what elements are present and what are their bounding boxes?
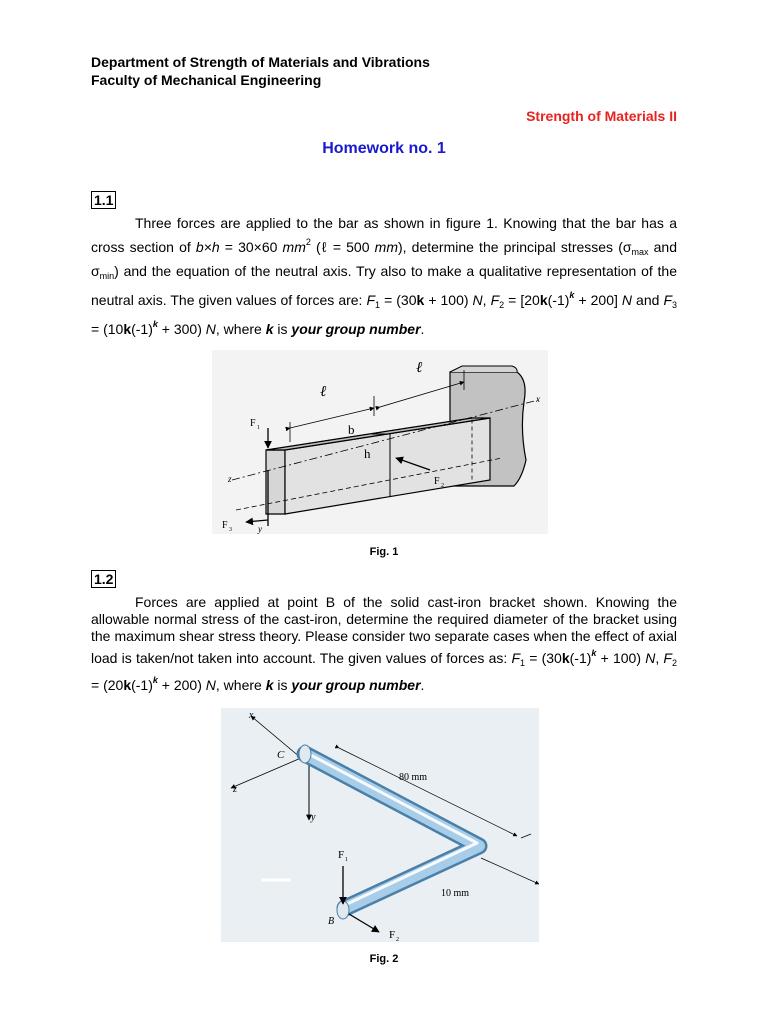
- figure-2-drawing: [221, 708, 539, 942]
- page-title: Homework no. 1: [322, 140, 446, 157]
- figure-2-caption: Fig. 2: [369, 953, 399, 965]
- figure-1-caption: Fig. 1: [369, 546, 399, 558]
- fig1-label-z: z: [228, 474, 232, 484]
- section-number-1-1: 1.1: [91, 191, 116, 209]
- fig1-label-h: h: [364, 446, 371, 461]
- fig2-label-y: y: [311, 812, 316, 823]
- fig1-label-f3: F: [222, 520, 228, 531]
- faculty-name: Faculty of Mechanical Engineering: [91, 72, 322, 88]
- fig1-label-x: x: [536, 394, 540, 404]
- fig2-label-f1-sub: 1: [345, 857, 348, 863]
- fig1-label-f2-sub: 2: [441, 483, 444, 489]
- fig2-label-b: B: [328, 916, 335, 927]
- section-number-1-2: 1.2: [91, 570, 116, 588]
- figure-2: [221, 708, 539, 942]
- problem-1-2-text: Forces are applied at point B of the solid cast-iron bracket shown. Knowing the allowable normal stress of the cast-iron, determine the required diameter of the bracket using the maximum shear stress theory. Please consider two separate cases when the effect of axial load is taken/not taken into account. The given values of forces as: $F_1 = (30k(-1)^k + 100)$ N, $F_2 = (20k(-1)^k + 200)$ N, where k is your group number.: [91, 594, 677, 693]
- fig1-label-f1: F: [250, 418, 256, 429]
- fig1-label-f3-sub: 3: [229, 527, 232, 533]
- department-name: Department of Strength of Materials and Vibrations: [91, 54, 430, 70]
- fig2-label-z: z: [233, 784, 237, 795]
- course-name: Strength of Materials II: [526, 108, 677, 124]
- fig2-label-f1: F: [338, 849, 345, 861]
- fig1-label-ell-top: ℓ: [416, 360, 423, 376]
- fig2-label-c: C: [277, 749, 285, 761]
- fig1-label-f2: F: [434, 476, 440, 487]
- fig2-label-10mm: 10 mm: [441, 888, 470, 899]
- fig2-label-f2-sub: 2: [396, 937, 399, 942]
- fig1-label-y: y: [258, 524, 262, 534]
- figure-1: [212, 350, 548, 534]
- problem-1-1-text: Three forces are applied to the bar as shown in figure 1. Knowing that the bar has a cross section of b×h = 30×60 $mm^2$ (ℓ = 500 mm), determine the principal stresses ($\sigma_{max}$ and $\sigma_{min}$) and the equation of the neutral axis. Try also to make a qualitative representation of the neutral axis. The given values of forces are: $F_1 = (30k + 100)$ N, $F_2 = [20k(-1)^k + 200]$ N and $F_3 = (10k(-1)^k + 300)$ N, where k is your group number.: [91, 215, 678, 337]
- figure-1-drawing: [212, 350, 548, 534]
- fig1-label-b: b: [348, 422, 355, 437]
- fig1-label-ell-left: ℓ: [320, 384, 327, 400]
- fig2-label-f2: F: [389, 929, 396, 941]
- fig1-label-f1-sub: 1: [257, 425, 260, 431]
- fig2-label-x: x: [249, 710, 254, 721]
- fig2-label-80mm: 80 mm: [399, 772, 428, 783]
